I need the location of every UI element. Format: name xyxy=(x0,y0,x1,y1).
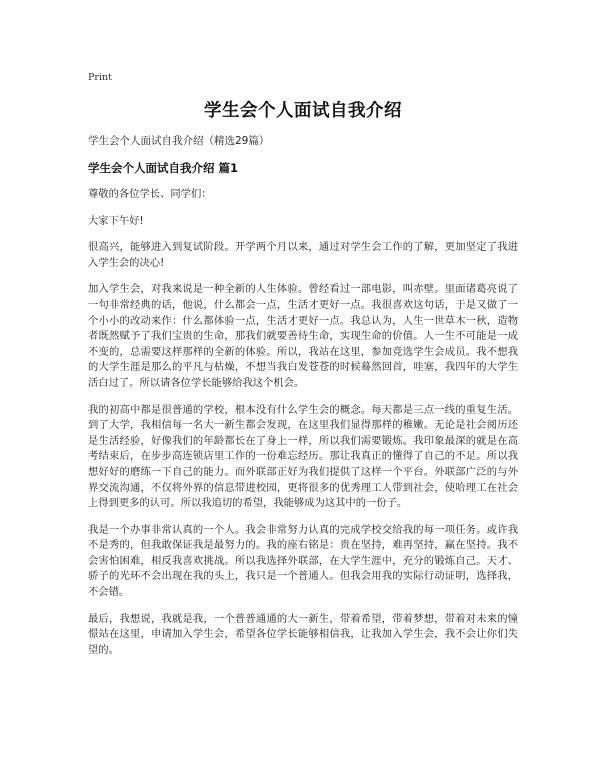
paragraph: 加入学生会，对我来说是一种全新的人生体验。曾经看过一部电影，叫赤壁。里面诸葛亮说了一句非常经典的话，他说，什么都会一点，生活才更好一点。我很喜欢这句话，于是又做了一个小小的改动来作：什么都体验一点，生活才更好一点。我总认为，人生一世草木一秋，造物者既然赋予了我们宝贵的生命，那我们就要善待生命，实现生命的价值。人一生不可能是一成不变的，总需要这样那样的全新的体验。所以，我站在这里，参加竞选学生会成员。我不想我的大学生涯是那么的平凡与枯燥，不想当我白发苍苍的时候蓦然回首，哇塞，我四年的大学生活白过了。所以请各位学长能够给我这个机会。 xyxy=(88,283,518,389)
document-title: 学生会个人面试自我介绍 xyxy=(204,101,402,121)
paragraph-greeting: 大家下午好! xyxy=(88,214,144,227)
document-subtitle: 学生会个人面试自我介绍（精选29篇） xyxy=(88,135,270,147)
section-heading: 学生会个人面试自我介绍 篇1 xyxy=(88,161,239,175)
paragraph-closing: 最后，我想说，我就是我，一个普普通通的大一新生，带着希望，带着梦想，带着对未来的憧憬站在这里，申请加入学生会，希望各位学长能够相信我，让我加入学生会，我不会让你们失望的。 xyxy=(88,612,518,656)
paragraph: 我是一个办事非常认真的一个人。我会非常努力认真的完成学校交给我的每一项任务。或许我不是秀的，但我敢保证我是最努力的。我的座右铭是：贵在坚持，难再坚持，赢在坚持。我不会害怕困难，相反我喜欢挑战。所以我选择外联部，在大学生涯中，充分的锻炼自己。天才、骄子的光环不会出现在我的头上，我只是一个普通人。但我会用我的实际行动证明，选择我，不会错。 xyxy=(88,523,518,599)
document-body xyxy=(88,187,518,669)
paragraph: 我的初高中都是很普通的学校，根本没有什么学生会的概念。每天都是三点一线的重复生活。到了大学，我相信每一名大一新生都会发现，在这里我们显得那样的稚嫩。无论是社会阅历还是生活经验，好像我们的年龄都长在了身上一样，所以我们需要锻炼。我印象最深的就是在高考结束后，在步步高连锁店里工作的一份难忘经历。那让我真正的懂得了自己的不足。所以我想好好的磨练一下自己的能力。而外联部正好为我们提供了这样一个平台。外联部广泛的与外界交流沟通，不仅将外界的信息带进校园，更将很多的优秀理工人带到社会，使哈理工在社会上得到更多的认可。所以我追切的希望，我能够成为这其中的一份子。 xyxy=(88,403,518,510)
paragraph: 很高兴，能够进入到复试阶段。开学两个月以来，通过对学生会工作的了解，更加坚定了我进入学生会的决心! xyxy=(88,241,518,269)
print-label: Print xyxy=(88,72,112,83)
paragraph-salutation: 尊敬的各位学长、同学们： xyxy=(88,188,212,200)
